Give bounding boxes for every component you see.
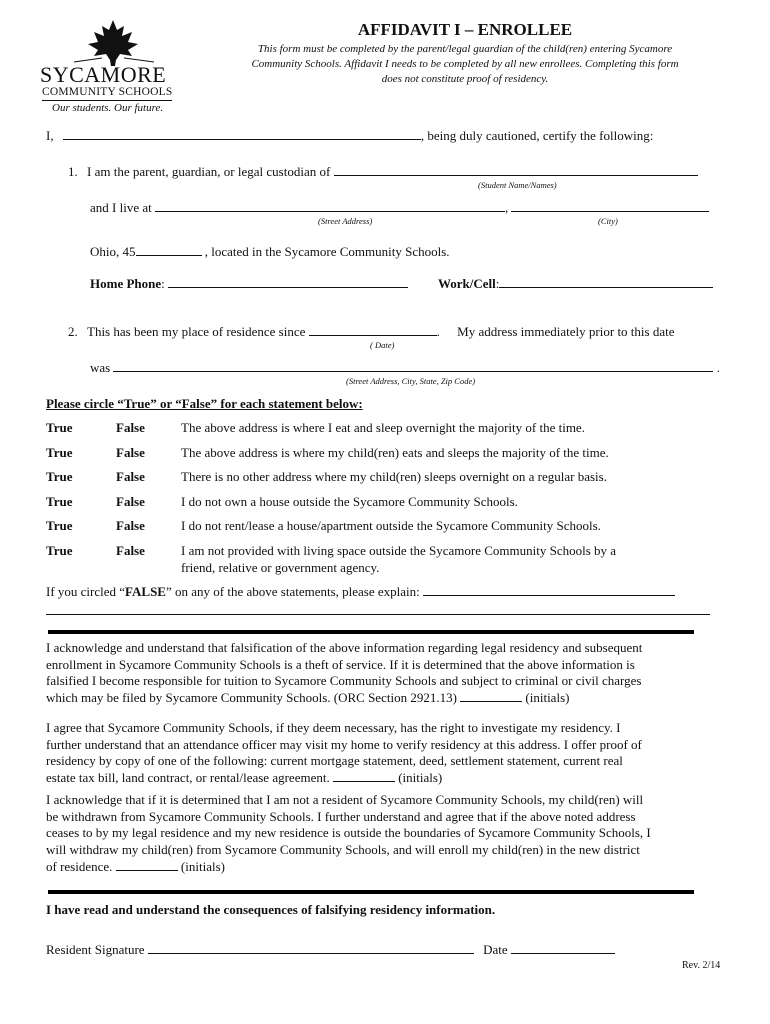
logo-tagline: Our students. Our future. — [52, 102, 164, 114]
revision: Rev. 2/14 — [682, 960, 721, 971]
item2-line: 2. This has been my place of residence since . My address immediately prior to this date — [68, 324, 675, 339]
page-title: AFFIDAVIT I – ENROLLEE — [357, 20, 573, 39]
statement-text: The above address is where I eat and sleep overnight the majority of the time. — [181, 420, 585, 435]
falsification-paragraph: I acknowledge and understand that falsification of the above information regarding legal residency and subsequent enrollment in Sycamore Community Schools is a theft of service. If it is determined that the above information is falsified I become responsible for tuition to Sycamore Community Schools and subject to criminal or civil charges which may be filed by Sycamore Community Schools. (ORC Section 2921.13) (initials) — [46, 640, 643, 706]
initials-field[interactable] — [460, 701, 522, 702]
logo-name: SYCAMORE — [40, 62, 167, 87]
residence-date-field[interactable] — [309, 335, 437, 336]
logo-subname: COMMUNITY SCHOOLS — [42, 86, 173, 98]
student-caption: (Student Name/Names) — [478, 180, 557, 190]
false-option[interactable]: False — [116, 445, 145, 460]
intro-line: I, , being duly cautioned, certify the following: — [46, 128, 654, 143]
statements-heading: Please circle “True” or “False” for each statement below: — [46, 396, 363, 411]
zip-field[interactable] — [136, 255, 202, 256]
item1-line: 1. I am the parent, guardian, or legal custodian of — [68, 164, 698, 180]
home-phone-field[interactable] — [168, 287, 408, 288]
address-caption: (Street Address, City, State, Zip Code) — [346, 376, 476, 386]
prior-address-field[interactable] — [113, 371, 713, 372]
phone-line: Home Phone: — [90, 276, 408, 292]
investigation-paragraph: I agree that Sycamore Community Schools, if they deem necessary, has the right to investigate my residency. I further understand that an attendance officer may visit my home to verify residency at this address. I offer proof of residency by copy of one of the following: current mortgage statement, deed, settlement statement, current real estate tax bill, land contract, or rental/lease agreement. (initials) — [46, 720, 642, 786]
work-cell-field[interactable] — [499, 287, 713, 288]
street-address-field[interactable] — [155, 211, 505, 212]
withdrawal-paragraph: I acknowledge that if it is determined that I am not a resident of Sycamore Community Schools, my child(ren) will be withdrawn from Sycamore Community Schools. I further understand and agree that if the above noted address ceases to by my legal residence and my new residence is outside the boundaries of Sycamore Community Schools, I will withdraw my child(ren) from Sycamore Community Schools, and will enroll my child(ren) in the new district of residence. (initials) — [46, 792, 651, 874]
logo — [40, 18, 180, 116]
statement-text: I am not provided with living space outside the Sycamore Community Schools by a — [181, 543, 617, 558]
name-field[interactable] — [63, 139, 421, 140]
street-caption: (Street Address) — [318, 216, 373, 226]
date-caption: ( Date) — [370, 340, 395, 350]
explain-field-line2[interactable] — [46, 614, 710, 615]
explain-field[interactable] — [423, 595, 675, 596]
work-line: Work/Cell: — [438, 276, 713, 292]
true-option[interactable]: True — [46, 469, 73, 484]
was-line: was . — [90, 360, 720, 375]
city-field[interactable] — [511, 211, 709, 212]
live-at-line: and I live at , — [90, 200, 709, 216]
form-instructions: This form must be completed by the parent/legal guardian of the child(ren) entering Sycamore Community Schools. Affidavit I needs to be completed by all new enrollees. Completing this form does not constitute proof of residency. — [251, 43, 679, 85]
false-option[interactable]: False — [116, 420, 145, 435]
true-option[interactable]: True — [46, 494, 73, 509]
divider — [48, 890, 694, 894]
statement-text-cont: friend, relative or government agency. — [181, 560, 380, 575]
false-option[interactable]: False — [116, 518, 145, 533]
statement-text: The above address is where my child(ren) eats and sleeps the majority of the time. — [181, 445, 609, 460]
true-option[interactable]: True — [46, 518, 73, 533]
true-option[interactable]: True — [46, 543, 73, 558]
statement-text: There is no other address where my child(ren) sleeps overnight on a regular basis. — [181, 469, 607, 484]
false-option[interactable]: False — [116, 494, 145, 509]
signature-line: Resident Signature Date — [46, 942, 615, 958]
true-option[interactable]: True — [46, 445, 73, 460]
ohio-line: Ohio, 45 , located in the Sycamore Community Schools. — [90, 244, 450, 259]
initials-field[interactable] — [116, 870, 178, 871]
signature-date-field[interactable] — [511, 953, 615, 954]
maple-leaf-icon — [68, 18, 158, 66]
student-name-field[interactable] — [334, 175, 698, 176]
statement-text: I do not rent/lease a house/apartment outside the Sycamore Community Schools. — [181, 518, 601, 533]
divider — [48, 630, 694, 634]
explain-line: If you circled “FALSE” on any of the above statements, please explain: — [46, 584, 675, 600]
false-option[interactable]: False — [116, 469, 145, 484]
consequences-statement: I have read and understand the consequences of falsifying residency information. — [46, 902, 496, 917]
true-option[interactable]: True — [46, 420, 73, 435]
statement-text: I do not own a house outside the Sycamore Community Schools. — [181, 494, 518, 509]
false-option[interactable]: False — [116, 543, 145, 558]
city-caption: (City) — [598, 216, 618, 226]
signature-field[interactable] — [148, 953, 474, 954]
initials-field[interactable] — [333, 781, 395, 782]
